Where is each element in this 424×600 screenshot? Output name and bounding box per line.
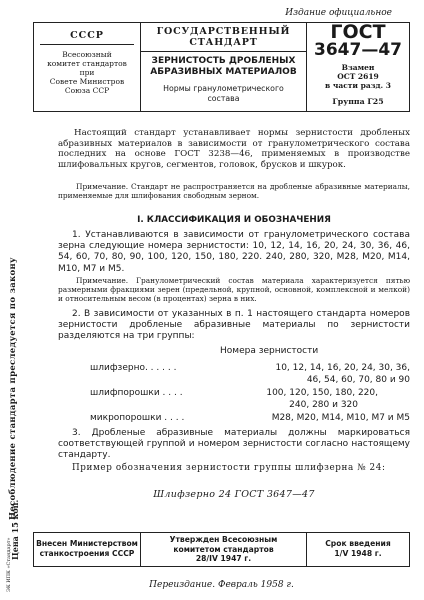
group-name-1: шлифзерно. . . . . . [90, 363, 177, 373]
document-title: ЗЕРНИСТОСТЬ ДРОБЛЕНЫХ АБРАЗИВНЫХ МАТЕРИАЛОВ [150, 56, 297, 77]
header-right-rule [409, 22, 410, 112]
side-printer: ЭК ИПК «Стандарт» [6, 537, 12, 592]
header-bottom-rule [33, 111, 410, 112]
group-label: Группа Г25 [332, 97, 384, 106]
gost-label: ГОСТ [330, 21, 386, 43]
ussr-label: СССР [70, 30, 104, 41]
approved-by: Утвержден Всесоюзным комитетом стандартов 28/IV 1947 г. [169, 535, 278, 563]
gost-number: 3647—47 [314, 40, 402, 60]
group-values-1a: 10, 12, 14, 16, 20, 24, 30, 36, [275, 363, 410, 373]
introduced-by: Внесен Министерством станкостроения СССР [36, 539, 138, 558]
side-legal-text: Несоблюдение стандарта преследуется по закону [8, 257, 18, 520]
footer-bottom-rule [33, 566, 410, 567]
grain-numbers-heading: Номера зернистости [220, 346, 319, 356]
side-price: Цена 15 коп. [10, 499, 20, 560]
group-values-3: M28, M20, M14, M10, M7 и M5 [271, 413, 410, 423]
section-heading: I. КЛАССИФИКАЦИЯ И ОБОЗНАЧЕНИЯ [137, 215, 331, 225]
document-subtitle: Нормы гранулометрического состава [163, 84, 284, 103]
note-1: Примечание. Стандарт не распространяется на дробленые абразивные материалы, применяемые для шлифования свободным зерном. [58, 182, 410, 200]
group-values-2a: 100, 120, 150, 180, 220, [266, 388, 378, 398]
example-mark: Шлифзерно 24 ГОСТ 3647—47 [153, 489, 315, 500]
note-2: Примечание. Гранулометрический состав материала характеризуется пятью размерными фракциями зерен (предельной, крупной, основной, комплексной и мелкой) и относительным весом (в процентах) зерна в них. [58, 276, 410, 303]
paragraph-2: 2. В зависимости от указанных в п. 1 настоящего стандарта номеров зернистости дробленые абразивные материалы по зернистости разделяются на три группы: [58, 309, 410, 342]
effective-date: Срок введения 1/V 1948 г. [325, 539, 391, 558]
footer-right-rule [409, 532, 410, 567]
group-values-1b: 46, 54, 60, 70, 80 и 90 [306, 375, 410, 385]
state-standard-underline [141, 51, 306, 52]
committee-block: Всесоюзный комитет стандартов при Совете Министров Союза ССР [47, 50, 127, 95]
group-name-2: шлифпорошки . . . . [90, 388, 183, 398]
edition-label: Издание официальное [285, 8, 392, 18]
replaces-block: Взамен ОСТ 2619 в части разд. 3 [325, 63, 391, 90]
state-standard-label: ГОСУДАРСТВЕННЫЙ СТАНДАРТ [156, 26, 291, 48]
reissue-note: Переиздание. Февраль 1958 г. [149, 580, 294, 590]
footer-top-rule [33, 532, 410, 533]
ussr-underline [40, 44, 134, 45]
intro-paragraph: Настоящий стандарт устанавливает нормы зернистости дробленых абразивных материалов в зависимости от гранулометрического состава последних на основе ГОСТ 3238—46, применяемых в производстве шлифовальных кругов, сегментов, головок, брусков и шкурок. [58, 128, 410, 170]
example-label: Пример обозначения зернистости группы шлифзерна № 24: [72, 463, 386, 473]
group-values-2b: 240, 280 и 320 [289, 400, 358, 410]
paragraph-1: 1. Устанавливаются в зависимости от гранулометрического состава зерна следующие номера зернистости: 10, 12, 14, 16, 20, 24, 30, 36, 46, 54, 60, 70, 80, 90, 100, 120, 150, 180, 220. 240, 280, 320, M28, M20, M14, M10, M7 и M5. [58, 230, 410, 274]
group-name-3: микропорошки . . . . [90, 413, 185, 423]
paragraph-3: 3. Дробленые абразивные материалы должны маркироваться соответствующей группой и номером зернистости согласно настоящему стандарту. [58, 428, 410, 461]
